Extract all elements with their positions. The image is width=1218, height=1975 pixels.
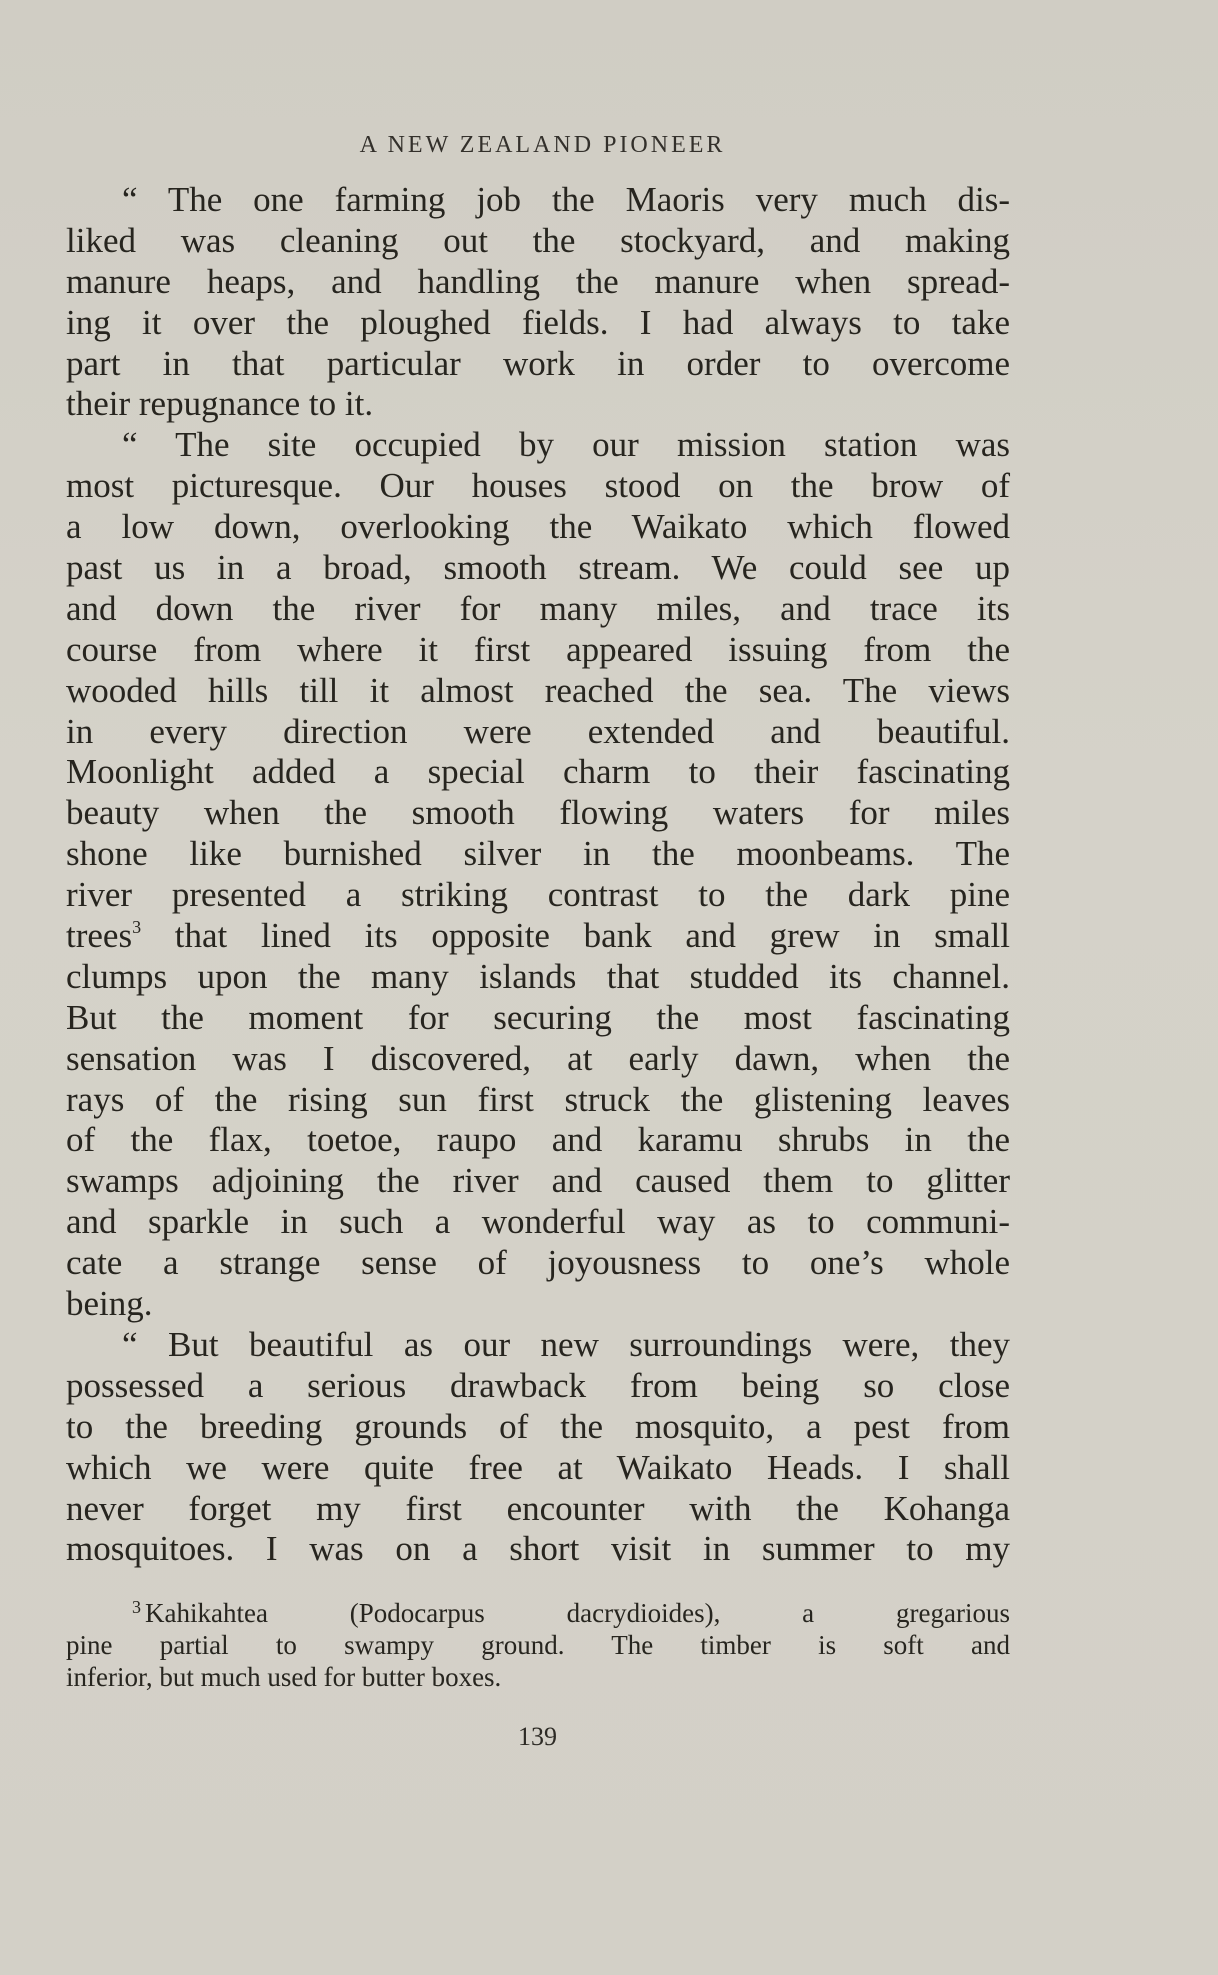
trees-word: trees	[66, 916, 133, 956]
text-line: possessed a serious drawback from being so close	[66, 1365, 1010, 1405]
text-line: clumps upon the many islands that studded its channel.	[66, 956, 1010, 996]
footnote-reference: 3	[132, 917, 142, 938]
body-text	[66, 180, 1010, 1570]
footnote-line: inferior, but much used for butter boxes.	[66, 1662, 502, 1692]
footnote-text: Kahikahtea (Podocarpus dacrydioides), a gregarious	[145, 1598, 1010, 1628]
text-line: a low down, overlooking the Waikato which flowed	[66, 507, 1010, 547]
text-line-with-footnote-ref	[66, 916, 1010, 957]
text-line: which we were quite free at Waikato Heads. I shall	[66, 1447, 1010, 1487]
text-line: of the flax, toetoe, raupo and karamu shrubs in the	[66, 1120, 1010, 1160]
text-line: liked was cleaning out the stockyard, and making	[66, 220, 1010, 260]
text-line: shone like burnished silver in the moonbeams. The	[66, 834, 1010, 874]
text-line: beauty when the smooth flowing waters for miles	[66, 793, 1010, 833]
text-line: “ The one farming job the Maoris very much dis-	[122, 180, 1010, 219]
text-line: “ But beautiful as our new surroundings were, they	[122, 1324, 1010, 1364]
text-line: never forget my first encounter with the Kohanga	[66, 1488, 1010, 1528]
text-line: manure heaps, and handling the manure when spread-	[66, 261, 1010, 301]
running-head: A NEW ZEALAND PIONEER	[359, 132, 726, 158]
footnote-line: pine partial to swampy ground. The timber is soft and	[66, 1630, 1010, 1660]
text-line: swamps adjoining the river and caused them to glitter	[66, 1161, 1010, 1201]
text-line: mosquitoes. I was on a short visit in summer to my	[66, 1529, 1010, 1569]
text-line: being.	[66, 1284, 153, 1324]
text-line: Moonlight added a special charm to their fascinating	[66, 752, 1010, 792]
text-line: and sparkle in such a wonderful way as to communi-	[66, 1202, 1010, 1242]
text-line: their repugnance to it.	[66, 384, 374, 424]
text-line: But the moment for securing the most fascinating	[66, 997, 1010, 1037]
text-line: ing it over the ploughed fields. I had always to take	[66, 302, 1010, 342]
text-line: cate a strange sense of joyousness to one’s whole	[66, 1243, 1010, 1283]
text-line: “ The site occupied by our mission station was	[122, 425, 1010, 465]
text-line: most picturesque. Our houses stood on the brow of	[66, 466, 1010, 506]
line-remainder: that lined its opposite bank and grew in small	[174, 916, 1010, 956]
page-number: 139	[518, 1722, 557, 1751]
text-line: past us in a broad, smooth stream. We could see up	[66, 548, 1010, 588]
text-line: course from where it first appeared issuing from the	[66, 629, 1010, 669]
text-line: to the breeding grounds of the mosquito, a pest from	[66, 1406, 1010, 1446]
footnote-number: 3	[132, 1597, 141, 1617]
text-line: rays of the rising sun first struck the glistening leaves	[66, 1079, 1010, 1119]
footnote	[66, 1597, 1010, 1693]
text-line: sensation was I discovered, at early dawn, when the	[66, 1038, 1010, 1078]
footnote-line	[66, 1597, 1010, 1629]
text-line: and down the river for many miles, and trace its	[66, 588, 1010, 628]
text-line: river presented a striking contrast to the dark pine	[66, 875, 1010, 915]
text-line: part in that particular work in order to overcome	[66, 343, 1010, 383]
text-line: in every direction were extended and beautiful.	[66, 711, 1010, 751]
text-line: wooded hills till it almost reached the sea. The views	[66, 670, 1010, 710]
